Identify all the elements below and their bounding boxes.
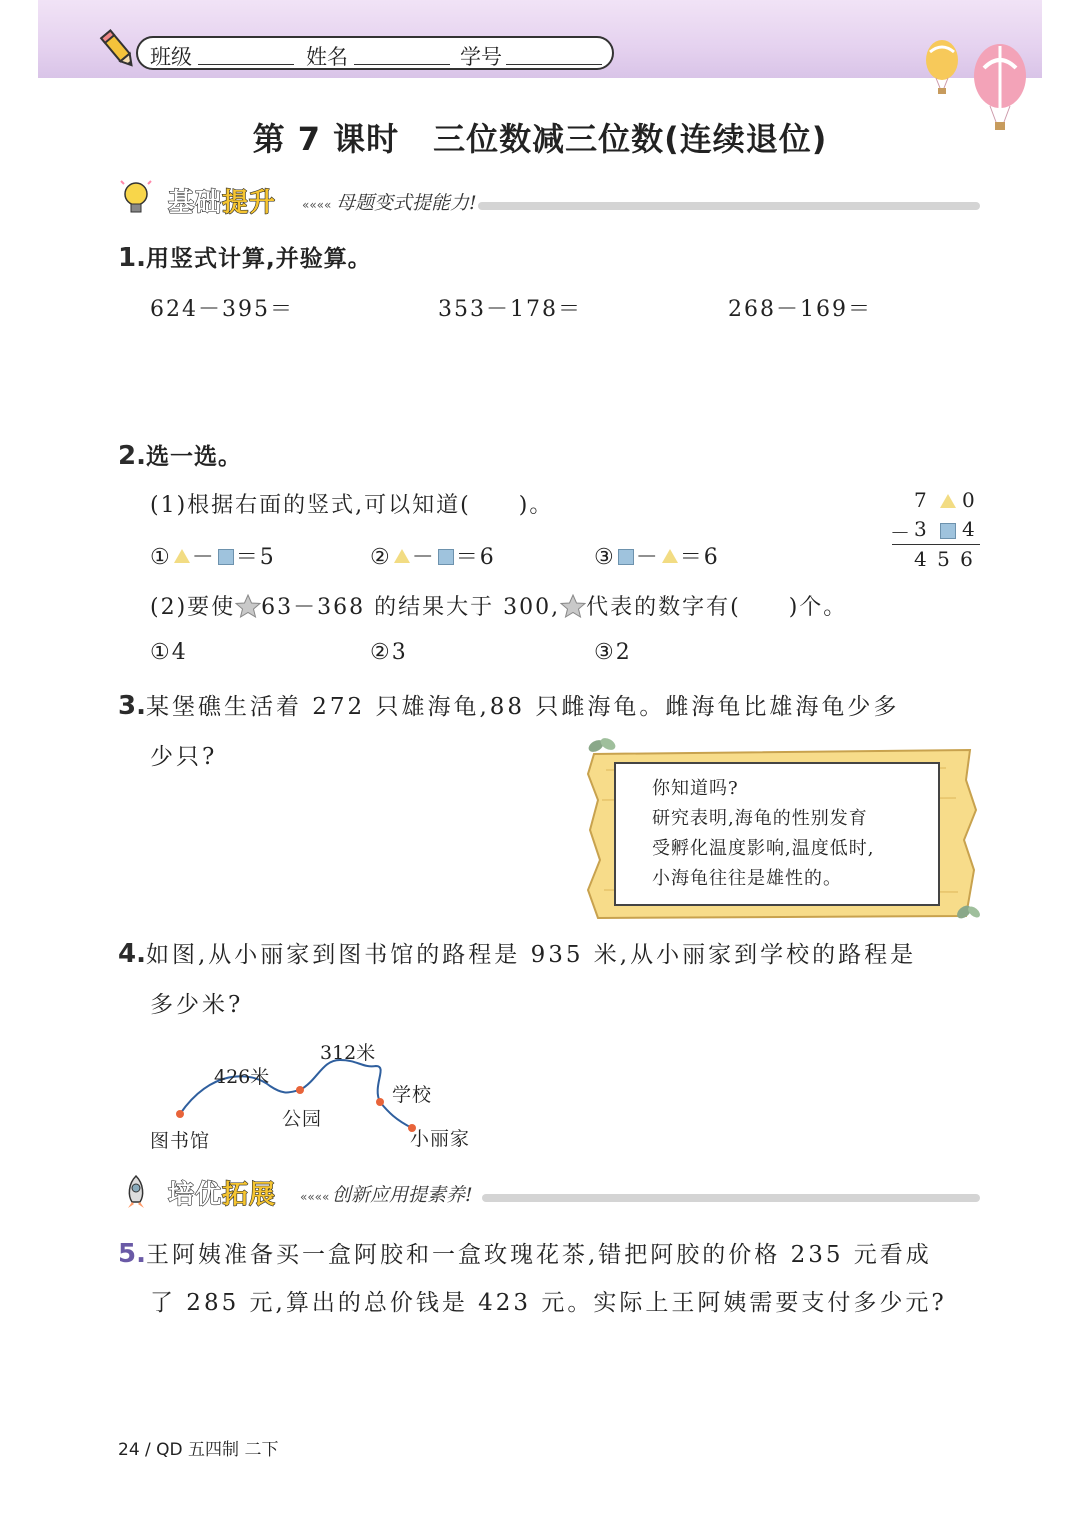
- lightbulb-icon: [120, 180, 152, 220]
- q1-expr-1: 624－395＝: [150, 297, 294, 322]
- class-blank[interactable]: [198, 64, 294, 65]
- question-text: 选一选。: [145, 444, 242, 470]
- q2-p1-option-3[interactable]: ③ － ＝6: [594, 545, 720, 570]
- q2-p2-option-1[interactable]: ①4: [150, 640, 188, 665]
- triangle-icon: [174, 549, 190, 563]
- q1-expr-2: 353－178＝: [438, 297, 582, 322]
- pencil-icon: [98, 26, 138, 72]
- q1-expr-3: 268－169＝: [728, 297, 872, 322]
- question-text-line2: 多少米?: [150, 992, 244, 1018]
- q2-part1-text: (1)根据右面的竖式,可以知道( )。: [150, 493, 554, 518]
- section-header-extend: [118, 1172, 980, 1212]
- triangle-icon: [662, 549, 678, 563]
- rocket-icon: [120, 1174, 152, 1210]
- page-footer: 24 / QD 五四制 二下: [118, 1440, 279, 1460]
- question-2: [118, 438, 242, 471]
- question-text-line2: 少只?: [150, 744, 218, 770]
- star-icon: [560, 594, 586, 618]
- question-5: [118, 1236, 932, 1269]
- question-3: [118, 688, 899, 721]
- section-divider: [478, 202, 980, 210]
- name-blank[interactable]: [354, 64, 450, 65]
- name-label: 姓名: [306, 45, 348, 69]
- question-number: 4.: [118, 939, 146, 969]
- question-4: [118, 936, 916, 969]
- tip-line-1: 研究表明,海龟的性别发育: [652, 808, 868, 829]
- chevrons-icon: ««««: [302, 198, 332, 212]
- tip-title: 你知道吗?: [652, 778, 739, 799]
- triangle-icon: [394, 549, 410, 563]
- question-number: 3.: [118, 691, 146, 721]
- question-1: [118, 240, 372, 273]
- q2-p2-option-2[interactable]: ②3: [370, 640, 408, 665]
- chevrons-icon: ««««: [300, 1190, 330, 1204]
- tip-line-2: 受孵化温度影响,温度低时,: [652, 838, 875, 859]
- section-slogan-extend: 创新应用提素养!: [332, 1184, 473, 1206]
- section-title-basic: 基础提升: [168, 188, 277, 218]
- question-text-line1: 王阿姨准备买一盒阿胶和一盒玫瑰花茶,错把阿胶的价格 235 元看成: [145, 1242, 932, 1268]
- question-number: 5.: [118, 1239, 146, 1269]
- square-icon: [618, 549, 634, 565]
- q2-p1-option-2[interactable]: ② － ＝6: [370, 545, 496, 570]
- q2-part2-text: (2)要使 63－368 的结果大于 300, 代表的数字有( )个。: [150, 595, 848, 620]
- question-text-line1: 某堡礁生活着 272 只雄海龟,88 只雌海龟。雌海龟比雄海龟少多: [145, 694, 900, 720]
- route-park-school: [300, 1060, 381, 1102]
- school-label: 学校: [392, 1084, 433, 1106]
- library-label: 图书馆: [150, 1130, 211, 1152]
- park-point: [296, 1086, 304, 1094]
- question-number: 1.: [118, 243, 146, 273]
- vertical-line: [892, 544, 980, 545]
- lesson-topic: 三位数减三位数(连续退位): [433, 120, 828, 158]
- library-point: [176, 1110, 184, 1118]
- leaf-icon: [586, 734, 618, 758]
- section-header-basic: [118, 180, 980, 220]
- lesson-number: 第 7 课时: [252, 120, 400, 158]
- id-blank[interactable]: [506, 64, 602, 65]
- tip-line-3: 小海龟往往是雄性的。: [652, 868, 842, 889]
- vertical-subtraction: 7 0 － 3 4 4 5 6: [886, 484, 982, 574]
- park-label: 公园: [282, 1108, 323, 1130]
- square-icon: [938, 519, 958, 543]
- id-label: 学号: [460, 45, 502, 69]
- distance-label-426: 426米: [214, 1066, 270, 1088]
- question-text-line2: 了 285 元,算出的总价钱是 423 元。实际上王阿姨需要支付多少元?: [150, 1290, 947, 1316]
- question-text-line1: 如图,从小丽家到图书馆的路程是 935 米,从小丽家到学校的路程是: [145, 942, 917, 968]
- triangle-icon: [938, 490, 958, 514]
- question-number: 2.: [118, 441, 146, 471]
- student-info-bar: [136, 36, 614, 70]
- tip-panel: [614, 762, 940, 906]
- page-title: [0, 114, 1080, 160]
- q2-p2-option-3[interactable]: ③2: [594, 640, 632, 665]
- section-divider: [482, 1194, 980, 1202]
- leaf-icon: [954, 900, 982, 922]
- section-title-extend: 培优拓展: [168, 1180, 277, 1210]
- school-point: [376, 1098, 384, 1106]
- square-icon: [438, 549, 454, 565]
- square-icon: [218, 549, 234, 565]
- distance-label-312: 312米: [320, 1042, 376, 1064]
- q2-p1-option-1[interactable]: ① － ＝5: [150, 545, 276, 570]
- section-slogan-basic: 母题变式提能力!: [336, 192, 477, 214]
- did-you-know-board: [586, 740, 978, 922]
- star-icon: [235, 594, 261, 618]
- question-text: 用竖式计算,并验算。: [145, 246, 372, 272]
- home-label: 小丽家: [410, 1128, 471, 1150]
- class-label: 班级: [150, 45, 192, 69]
